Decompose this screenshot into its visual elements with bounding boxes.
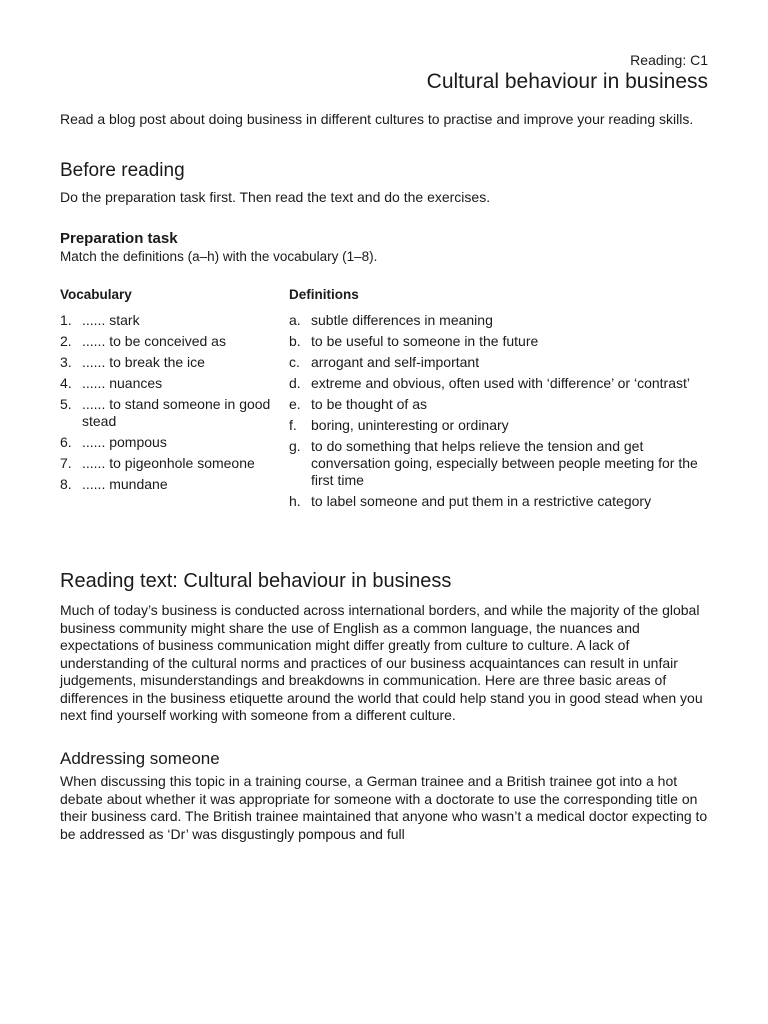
vocab-item	[60, 375, 280, 392]
vocabulary-heading: Vocabulary	[60, 287, 132, 302]
vocab-item	[60, 476, 280, 493]
definition-text: to label someone and put them in a restrictive category	[311, 493, 652, 509]
definition-letter: h.	[289, 493, 301, 509]
definition-letter: d.	[289, 375, 301, 391]
vocab-item	[60, 354, 280, 371]
vocab-number: 7.	[60, 455, 72, 471]
definition-item	[289, 354, 709, 371]
vocab-number: 6.	[60, 434, 72, 450]
vocab-text: ...... to stand someone in good stead	[82, 396, 271, 429]
addressing-paragraph: When discussing this topic in a training course, a German trainee and a British trainee got into a hot debate about whether it was appropriate for someone with a doctorate to use the corresponding title on their business card. The British trainee maintained that anyone who wasn’t a medical doctor expecting to be addressed as ‘Dr’ was disgustingly pompous and full	[60, 773, 708, 842]
vocab-item	[60, 396, 280, 430]
definitions-list	[289, 312, 709, 514]
vocab-number: 3.	[60, 354, 72, 370]
definition-letter: e.	[289, 396, 301, 412]
vocab-item	[60, 455, 280, 472]
intro-text: Read a blog post about doing business in different cultures to practise and improve your reading skills.	[60, 111, 694, 127]
definitions-heading: Definitions	[289, 287, 359, 302]
definition-text: to do something that helps relieve the tension and get conversation going, especially between people meeting for the first time	[311, 438, 698, 488]
before-reading-heading: Before reading	[60, 160, 185, 181]
level-label: Reading: C1	[630, 52, 708, 68]
vocab-text: ...... stark	[82, 312, 140, 328]
definition-letter: g.	[289, 438, 301, 454]
definition-item	[289, 375, 709, 392]
before-reading-text: Do the preparation task first. Then read the text and do the exercises.	[60, 189, 491, 205]
vocab-text: ...... to be conceived as	[82, 333, 226, 349]
definition-text: arrogant and self-important	[311, 354, 480, 370]
definition-item	[289, 312, 709, 329]
definition-text: subtle differences in meaning	[311, 312, 493, 328]
definition-letter: c.	[289, 354, 300, 370]
vocab-number: 8.	[60, 476, 72, 492]
vocab-number: 5.	[60, 396, 72, 412]
definition-letter: b.	[289, 333, 301, 349]
definition-text: to be thought of as	[311, 396, 427, 412]
definition-text: extreme and obvious, often used with ‘difference’ or ‘contrast’	[311, 375, 690, 391]
preparation-heading: Preparation task	[60, 230, 178, 247]
reading-heading: Reading text: Cultural behaviour in business	[60, 570, 452, 592]
vocab-item	[60, 312, 280, 329]
vocab-number: 2.	[60, 333, 72, 349]
vocab-item	[60, 333, 280, 350]
vocab-number: 1.	[60, 312, 72, 328]
page-title: Cultural behaviour in business	[426, 70, 708, 93]
definition-item	[289, 333, 709, 350]
vocab-text: ...... nuances	[82, 375, 163, 391]
vocab-text: ...... pompous	[82, 434, 167, 450]
definition-item	[289, 438, 709, 489]
reading-paragraph: Much of today’s business is conducted across international borders, and while the majority of the global business community might share the use of English as a common language, the nuances and expectations of business communication might differ greatly from culture to culture. A lack of understanding of the cultural norms and practices of our business acquaintances can result in unfair judgements, misunderstandings and breakdowns in communication. Here are three basic areas of differences in the business etiquette around the world that could help stand you in good stead when you next find yourself working with someone from a different culture.	[60, 602, 703, 723]
definition-item	[289, 417, 709, 434]
definition-letter: f.	[289, 417, 297, 433]
preparation-instruction: Match the definitions (a–h) with the vocabulary (1–8).	[60, 249, 378, 264]
definition-text: boring, uninteresting or ordinary	[311, 417, 509, 433]
vocab-item	[60, 434, 280, 451]
vocabulary-list	[60, 312, 280, 497]
definition-item	[289, 493, 709, 510]
vocab-number: 4.	[60, 375, 72, 391]
addressing-heading: Addressing someone	[60, 749, 220, 768]
definition-item	[289, 396, 709, 413]
vocab-text: ...... to break the ice	[82, 354, 205, 370]
vocab-text: ...... mundane	[82, 476, 168, 492]
definition-text: to be useful to someone in the future	[311, 333, 539, 349]
definition-letter: a.	[289, 312, 301, 328]
vocab-text: ...... to pigeonhole someone	[82, 455, 255, 471]
